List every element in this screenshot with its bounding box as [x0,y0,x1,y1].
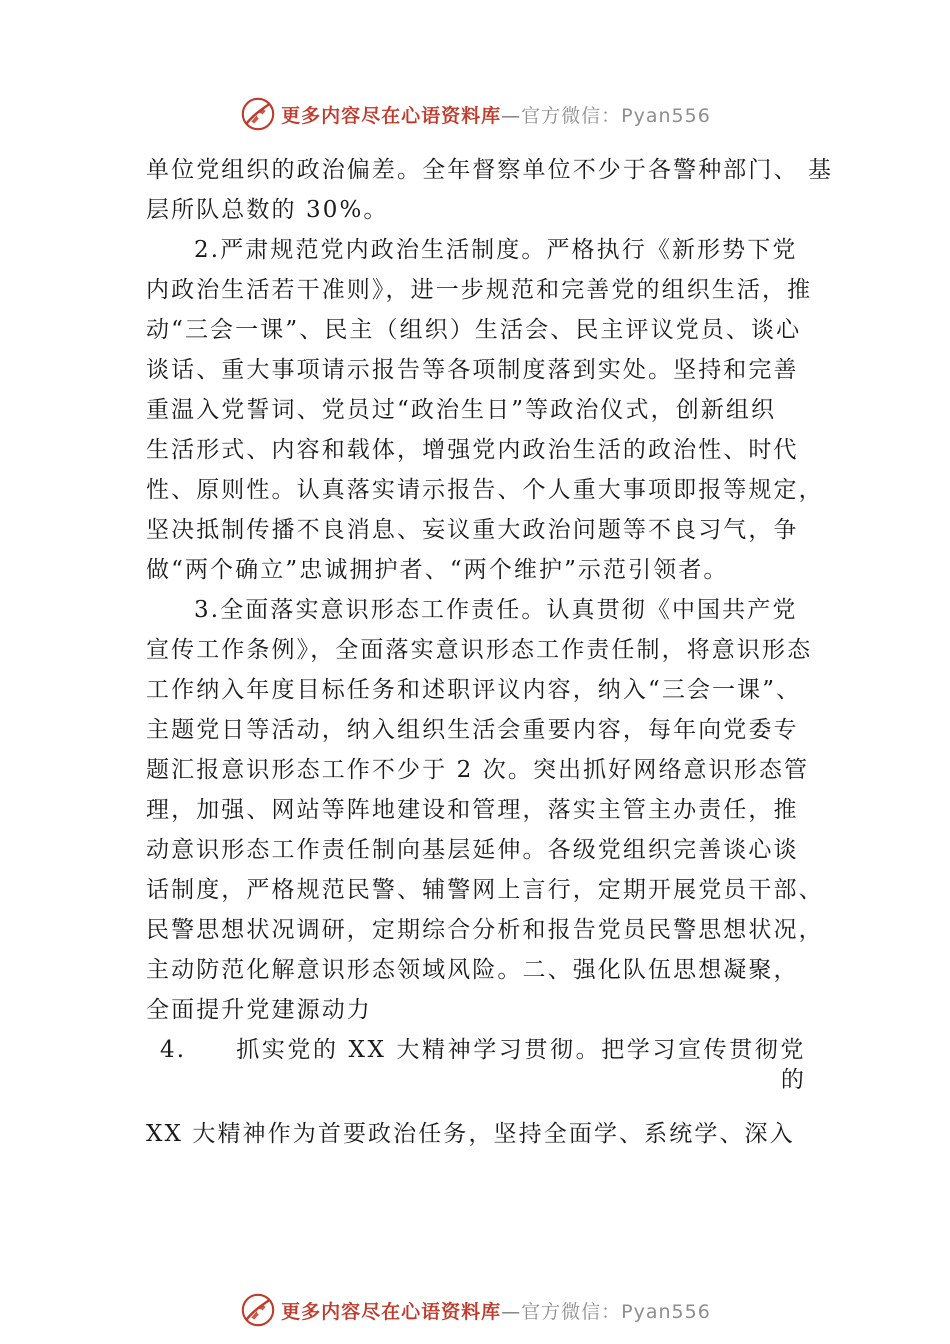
text-line: 重温入党誓词、党员过“政治生日”等政治仪式，创新组织 [146,397,777,423]
item-text: 抓实党的 XX 大精神学习贯彻。把学习宣传贯彻党 [236,1037,806,1063]
text-line: 主动防范化解意识形态领域风险。二、强化队伍思想凝聚， [146,957,799,983]
footer-separator: — [501,1300,522,1323]
paragraph-4 [146,1030,806,1154]
paragraph-3 [146,590,824,1030]
item-number: 4. [160,1037,187,1063]
header-text [281,101,711,128]
text-line: 全面提升党建源动力 [146,997,372,1023]
text-line: 生活形式、内容和载体，增强党内政治生活的政治性、时代 [146,437,799,463]
text-line: 单位党组织的政治偏差。全年督察单位不少于各警种部门、 基 [146,157,834,183]
paragraph-2 [146,230,824,590]
header-banner [0,94,950,134]
text-line: 动“三会一课”、民主（组织）生活会、民主评议党员、谈心 [146,317,802,343]
pen-logo-icon [239,95,277,133]
text-line: 3.全面落实意识形态工作责任。认真贯彻《中国共产党 [194,597,798,623]
text-line: 工作纳入年度目标任务和述职评议内容，纳入“三会一课”、 [146,677,802,703]
text-line: 做“两个确立”忠诚拥护者、“两个维护”示范引领者。 [146,557,729,583]
text-line: 2.严肃规范党内政治生活制度。严格执行《新形势下党 [194,237,798,263]
numbered-line [146,1030,806,1070]
text-line: 主题党日等活动，纳入组织生活会重要内容，每年向党委专 [146,717,799,743]
text-line: 理，加强、网站等阵地建设和管理，落实主管主办责任，推 [146,797,799,823]
text-line: XX 大精神作为首要政治任务，坚持全面学、系统学、深入 [146,1121,795,1147]
text-line: 动意识形态工作责任制向基层延伸。各级党组织完善谈心谈 [146,837,799,863]
line-gap [146,1094,806,1114]
header-wechat: 官方微信：Pyan556 [521,104,711,127]
footer-wechat: 官方微信：Pyan556 [521,1300,711,1323]
text-line: 宣传工作条例》，全面落实意识形态工作责任制，将意识形态 [146,637,813,663]
text-line: 内政治生活若干准则》，进一步规范和完善党的组织生活，推 [146,277,813,303]
pen-logo-icon [239,1291,277,1329]
text-line: 坚决抵制传播不良消息、妄议重大政治问题等不良习气，争 [146,517,799,543]
text-line: 民警思想状况调研，定期综合分析和报告党员民警思想状况， [146,917,824,943]
text-line: 层所队总数的 30%。 [146,197,389,223]
header-library: 更多内容尽在心语资料库 [281,104,502,127]
header-separator: — [501,104,522,127]
text-line: 性、原则性。认真落实请示报告、个人重大事项即报等规定， [146,477,824,503]
footer-text [281,1297,711,1324]
text-line: 题汇报意识形态工作不少于 2 次。突出抓好网络意识形态管 [146,757,810,783]
footer-library: 更多内容尽在心语资料库 [281,1300,502,1323]
text-line: 话制度，严格规范民警、辅警网上言行，定期开展党员干部、 [146,877,824,903]
document-body [146,150,834,1154]
footer-banner [0,1290,950,1330]
text-line: 谈话、重大事项请示报告等各项制度落到实处。坚持和完善 [146,357,799,383]
wrapped-char: 的 [780,1067,806,1093]
paragraph-1 [146,150,834,230]
